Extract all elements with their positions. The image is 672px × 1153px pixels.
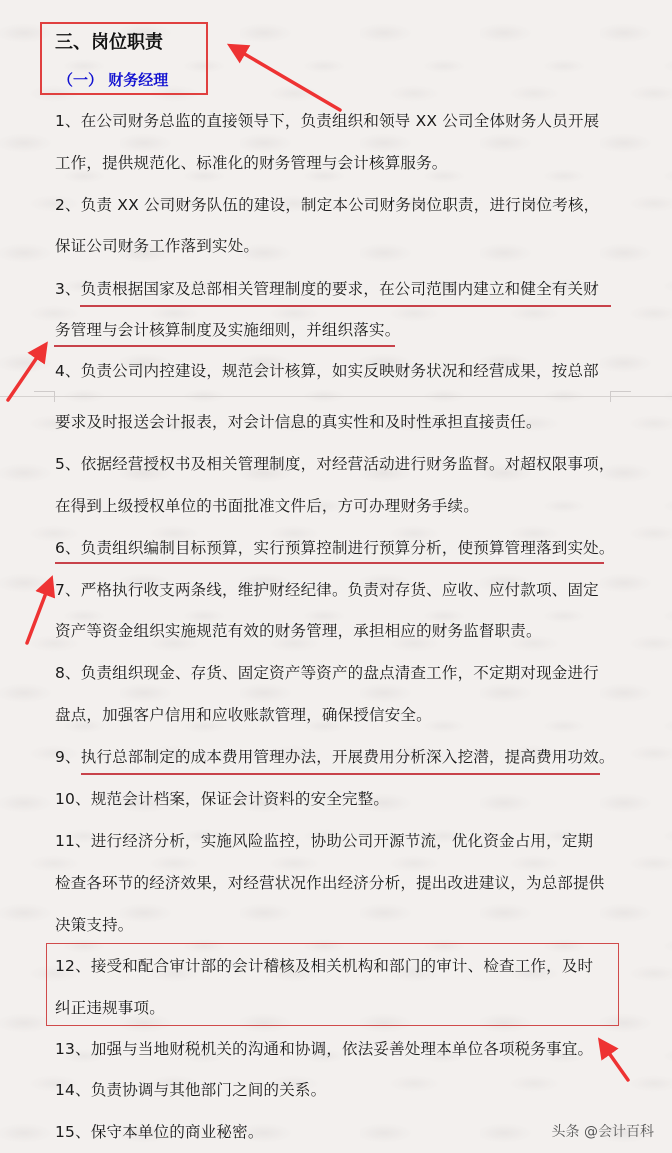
page-corner-mark-right	[610, 391, 631, 402]
page-corner-mark-left	[34, 391, 55, 402]
text-line: 盘点，加强客户信用和应收账款管理，确保授信安全。	[55, 706, 432, 724]
text-line: 工作，提供规范化、标准化的财务管理与会计核算服务。	[55, 154, 448, 172]
text-line: 务管理与会计核算制度及实施细则，并组织落实。	[55, 321, 401, 339]
text-line: 14、负责协调与其他部门之间的关系。	[55, 1081, 327, 1099]
text-line: 3、负责根据国家及总部相关管理制度的要求，在公司范围内建立和健全有关财	[55, 280, 599, 298]
text-line: 要求及时报送会计报表，对会计信息的真实性和及时性承担直接责任。	[55, 413, 542, 431]
watermark: 头条 @会计百科	[551, 1124, 654, 1140]
section-title: 三、岗位职责	[55, 32, 163, 53]
text-line: 11、进行经济分析，实施风险监控，协助公司开源节流，优化资金占用，定期	[55, 832, 594, 850]
text-line: 保证公司财务工作落到实处。	[55, 237, 260, 255]
text-line: 8、负责组织现金、存货、固定资产等资产的盘点清查工作，不定期对现金进行	[55, 664, 599, 682]
text-line: 13、加强与当地财税机关的沟通和协调，依法妥善处理本单位各项税务事宜。	[55, 1040, 594, 1058]
text-line: 7、严格执行收支两条线，维护财经纪律。负责对存货、应收、应付款项、固定	[55, 581, 599, 599]
item-9-underline	[81, 773, 600, 775]
item-3-underline-1	[80, 305, 611, 307]
text-line: 15、保守本单位的商业秘密。	[55, 1123, 264, 1141]
page-break-line	[0, 396, 672, 397]
text-line: 9、执行总部制定的成本费用管理办法，开展费用分析深入挖潜，提高费用功效。	[55, 748, 615, 766]
text-line: 10、规范会计档案，保证会计资料的安全完整。	[55, 790, 390, 808]
text-line: 4、负责公司内控建设，规范会计核算，如实反映财务状况和经营成果，按总部	[55, 362, 599, 380]
text-line: 纠正违规事项。	[55, 999, 165, 1017]
item-12-highlight-box	[46, 943, 619, 1026]
item-3-underline-2	[54, 345, 395, 347]
text-line: 决策支持。	[55, 916, 134, 934]
text-line: 2、负责 XX 公司财务队伍的建设，制定本公司财务岗位职责，进行岗位考核，	[55, 196, 600, 214]
text-line: 在得到上级授权单位的书面批准文件后，方可办理财务手续。	[55, 497, 479, 515]
text-line: 12、接受和配合审计部的会计稽核及相关机构和部门的审计、检查工作，及时	[55, 957, 594, 975]
text-line: 检查各环节的经济效果，对经营状况作出经济分析，提出改进建议，为总部提供	[55, 874, 605, 892]
text-line: 1、在公司财务总监的直接领导下，负责组织和领导 XX 公司全体财务人员开展	[55, 112, 600, 130]
text-line: 5、依据经营授权书及相关管理制度，对经营活动进行财务监督。对超权限事项，	[55, 455, 615, 473]
text-line: 6、负责组织编制目标预算，实行预算控制进行预算分析，使预算管理落到实处。	[55, 539, 615, 557]
text-line: 资产等资金组织实施规范有效的财务管理，承担相应的财务监督职责。	[55, 622, 542, 640]
item-6-underline	[55, 562, 604, 564]
subsection-title: （一） 财务经理	[58, 71, 169, 89]
title-highlight-box	[40, 22, 208, 95]
